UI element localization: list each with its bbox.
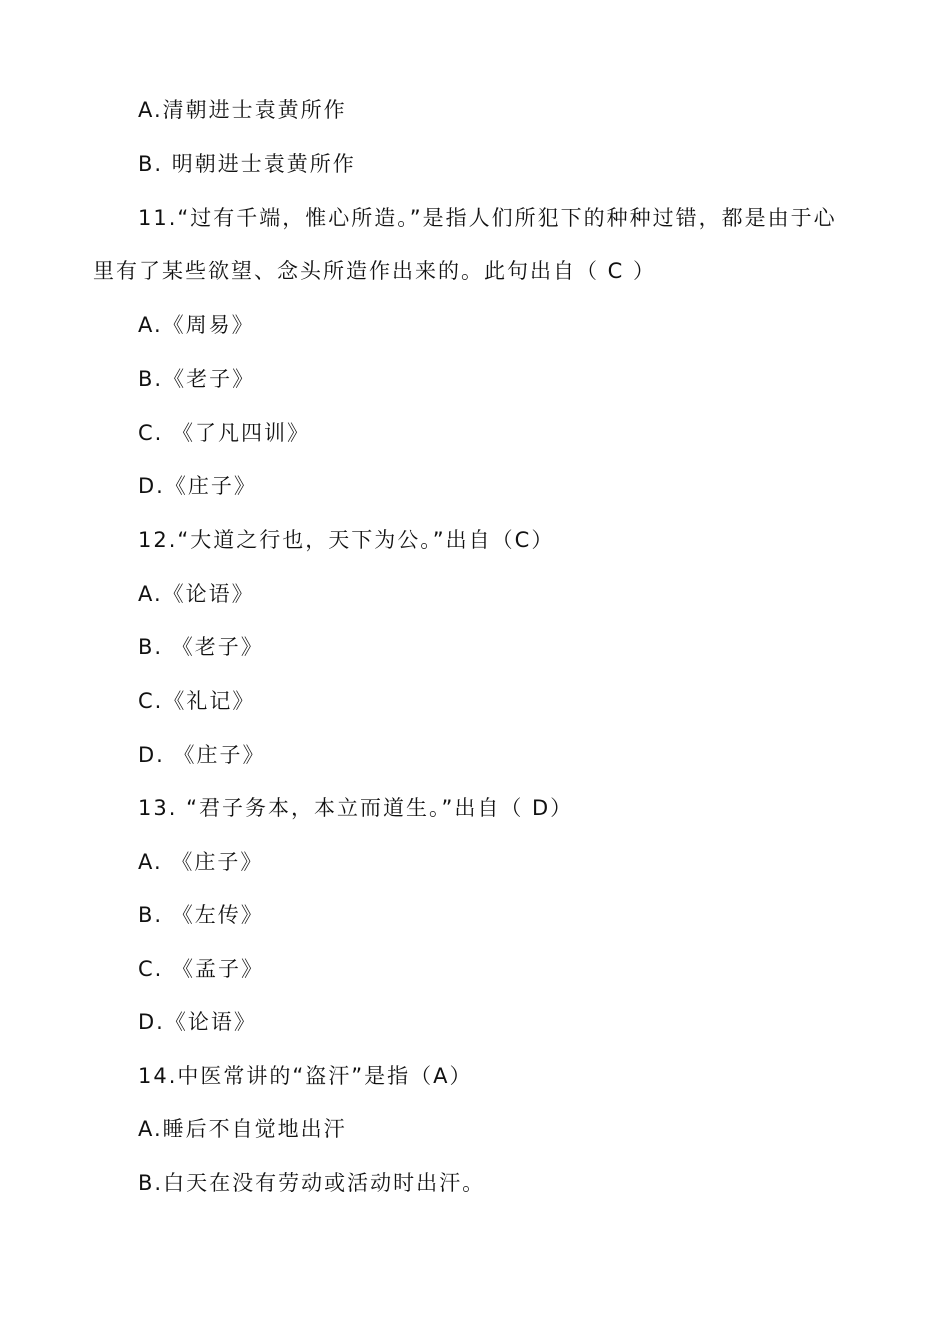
q13-option-b: B. 《左传》 <box>138 903 264 927</box>
q11-question-line1: 11.“过有千端，惟心所造。”是指人们所犯下的种种过错，都是由于心 <box>138 206 837 230</box>
q13-option-d: D.《论语》 <box>138 1010 257 1034</box>
q12-option-b: B. 《老子》 <box>138 635 264 659</box>
q11-option-d: D.《庄子》 <box>138 474 257 498</box>
q11-question-line2: 里有了某些欲望、念头所造作出来的。此句出自（ C ） <box>93 259 657 283</box>
q12-question: 12.“大道之行也，天下为公。”出自（C） <box>138 528 555 552</box>
q14-option-b: B.白天在没有劳动或活动时出汗。 <box>138 1171 486 1195</box>
q10-option-a: A.清朝进士袁黄所作 <box>138 98 347 122</box>
q11-option-c: C. 《了凡四训》 <box>138 421 311 445</box>
q10-option-b: B. 明朝进士袁黄所作 <box>138 152 356 176</box>
q13-question: 13. “君子务本，本立而道生。”出自（ D） <box>138 796 574 820</box>
q12-option-d: D. 《庄子》 <box>138 743 266 767</box>
q11-option-a: A.《周易》 <box>138 313 255 337</box>
q14-option-a: A.睡后不自觉地出汗 <box>138 1117 347 1141</box>
q12-option-a: A.《论语》 <box>138 582 255 606</box>
q13-option-a: A. 《庄子》 <box>138 850 264 874</box>
q14-question: 14.中医常讲的“盗汗”是指（A） <box>138 1064 473 1088</box>
q13-option-c: C. 《孟子》 <box>138 957 265 981</box>
q11-option-b: B.《老子》 <box>138 367 256 391</box>
q12-option-c: C.《礼记》 <box>138 689 256 713</box>
